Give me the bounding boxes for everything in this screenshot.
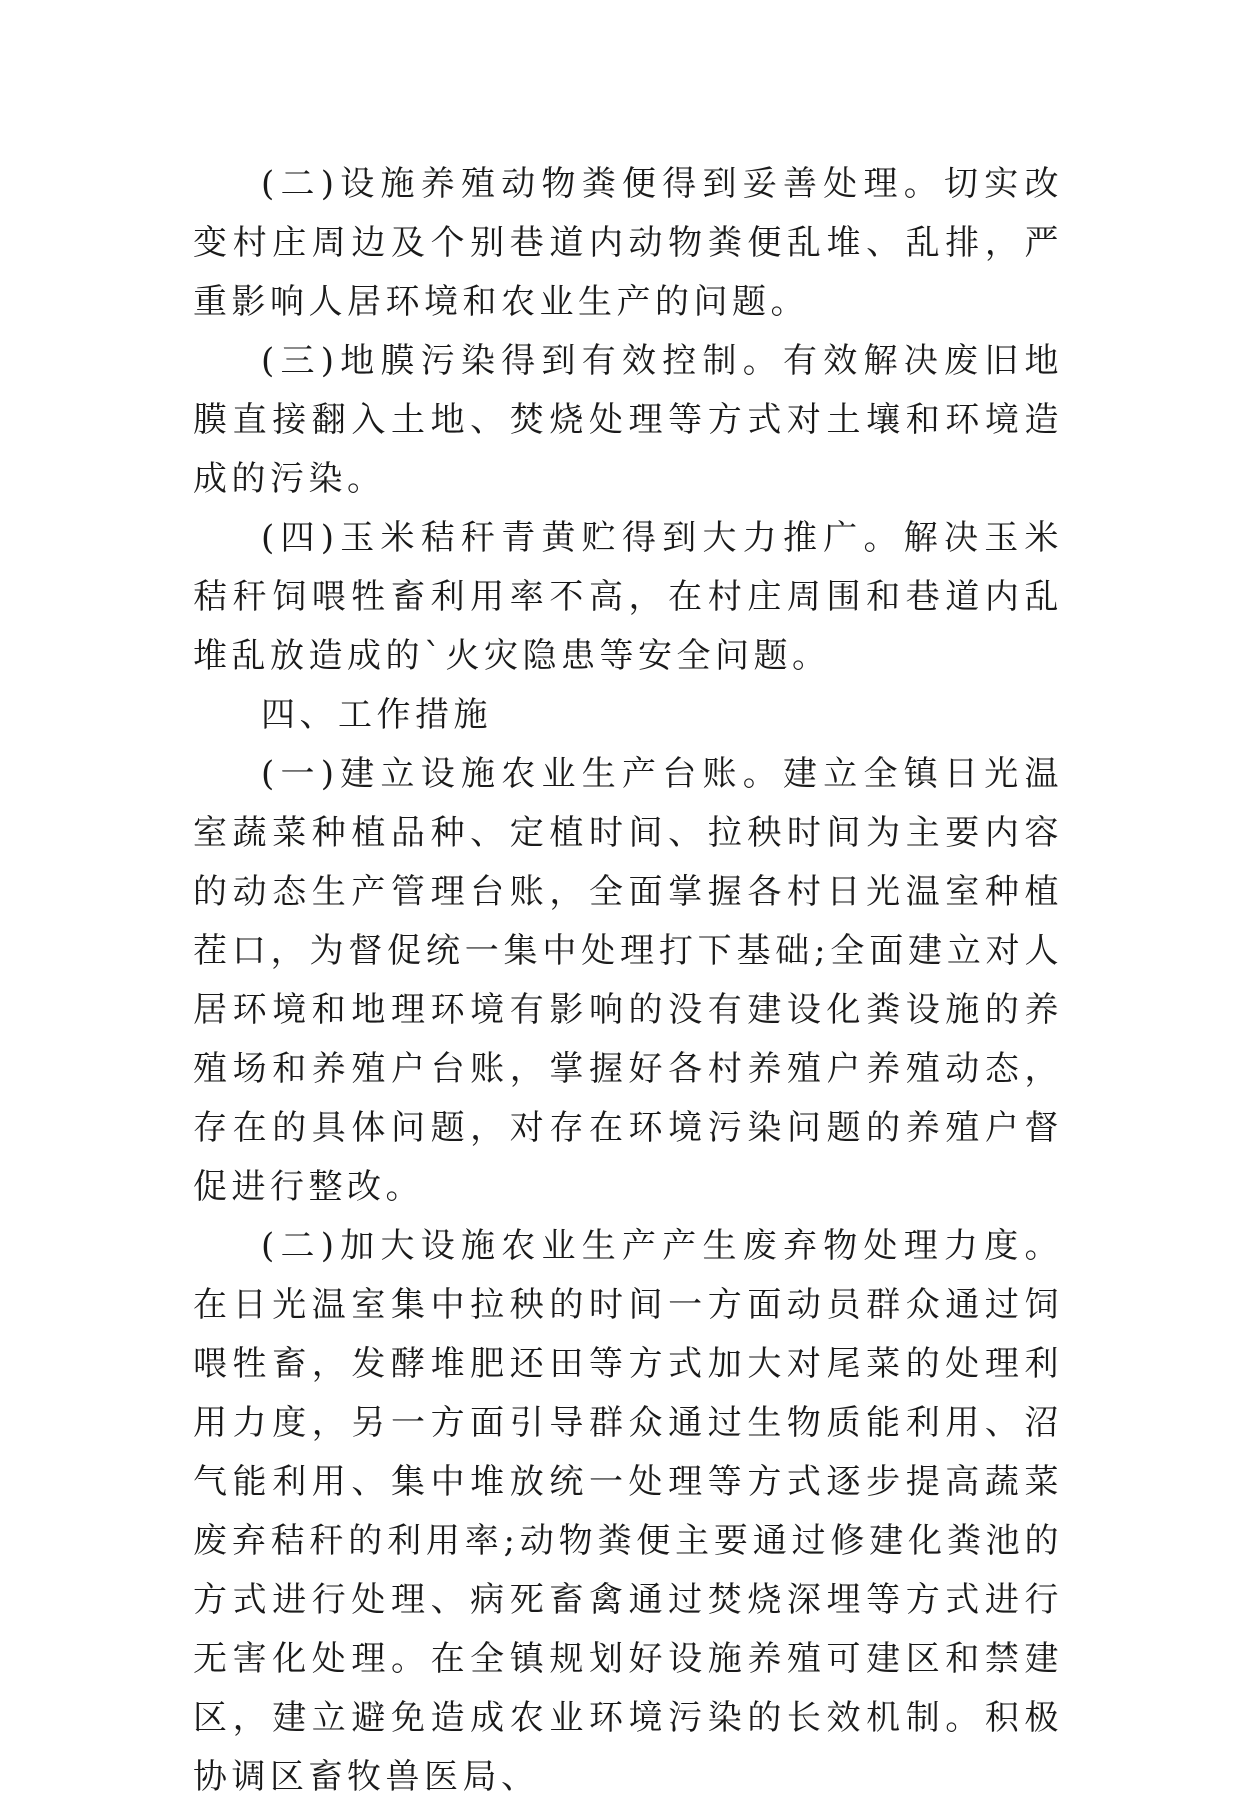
section-heading-measures: 四、工作措施: [261, 695, 492, 735]
paragraph-corn-straw: (四)玉米秸秆青黄贮得到大力推广。解决玉米秸秆饲喂牲畜利用率不高，在村庄周围和巷道内乱堆乱放造成的`火灾隐患等安全问题。: [193, 518, 1063, 676]
paragraph-ledger: (一)建立设施农业生产台账。建立全镇日光温室蔬菜种植品种、定植时间、拉秧时间为主要内容的动态生产管理台账，全面掌握各村日光温室种植茬口，为督促统一集中处理打下基础;全面建立对人居环境和地理环境有影响的没有建设化粪设施的养殖场和养殖户台账，掌握好各村养殖户养殖动态，存在的具体问题，对存在环境污染问题的养殖户督促进行整改。: [193, 754, 1063, 1207]
paragraph-waste-treatment: (二)加大设施农业生产产生废弃物处理力度。在日光温室集中拉秧的时间一方面动员群众通过饲喂牲畜，发酵堆肥还田等方式加大对尾菜的处理利用力度，另一方面引导群众通过生物质能利用、沼气能利用、集中堆放统一处理等方式逐步提高蔬菜废弃秸秆的利用率;动物粪便主要通过修建化粪池的方式进行处理、病死畜禽通过焚烧深埋等方式进行无害化处理。在全镇规划好设施养殖可建区和禁建区，建立避免造成农业环境污染的长效机制。积极协调区畜牧兽医局、: [193, 1226, 1063, 1797]
paragraph-livestock-manure: (二)设施养殖动物粪便得到妥善处理。切实改变村庄周边及个别巷道内动物粪便乱堆、乱排，严重影响人居环境和农业生产的问题。: [193, 164, 1063, 322]
document-body: [193, 155, 1063, 1807]
paragraph-mulch-film: (三)地膜污染得到有效控制。有效解决废旧地膜直接翻入土地、焚烧处理等方式对土壤和环境造成的污染。: [193, 341, 1063, 499]
